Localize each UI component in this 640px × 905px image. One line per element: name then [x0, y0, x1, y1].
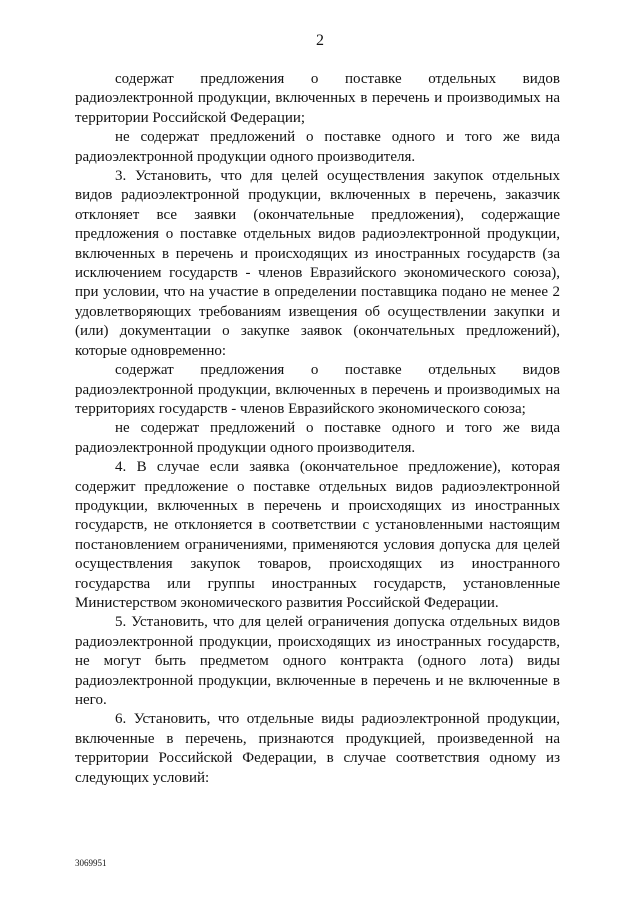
page-number: 2 [316, 32, 324, 49]
paragraph: содержат предложения о поставке отдельных видов радиоэлектронной продукции, включенных в перечень и производимых на территории Российской Федерации; [75, 71, 560, 126]
paragraph: 6. Установить, что отдельные виды радиоэлектронной продукции, включенные в перечень, признаются продукцией, произведенной на территории Российской Федерации, в случае соответствия одному из следующих условий: [75, 711, 560, 786]
paragraph: 5. Установить, что для целей ограничения допуска отдельных видов радиоэлектронной продукции, происходящих из иностранных государств, не могут быть предметом одного контракта (одного лота) виды радиоэлектронной продукции, включенные в перечень и не включенные в него. [75, 614, 560, 708]
document-body [75, 70, 560, 788]
paragraph: 4. В случае если заявка (окончательное предложение), которая содержит предложение о поставке отдельных видов радиоэлектронной продукции, включенных в перечень и происходящих из иностранных государств, не отклоняется в соответствии с установленными настоящим постановлением ограничениями, применяются условия допуска для целей осуществления закупок товаров, происходящих из иностранного государства или группы иностранных государств, установленные Министерством экономического развития Российской Федерации. [75, 459, 560, 611]
paragraph: не содержат предложений о поставке одного и того же вида радиоэлектронной продукции одного производителя. [75, 420, 560, 456]
paragraph: 3. Установить, что для целей осуществления закупок отдельных видов радиоэлектронной продукции, включенных в перечень, заказчик отклоняет все заявки (окончательные предложения), содержащие предложения о поставке отдельных видов радиоэлектронной продукции, включенных в перечень и происходящих из иностранных государств (за исключением государств - членов Евразийского экономического союза), при условии, что на участие в определении поставщика подано не менее 2 удовлетворяющих требованиям извещения об осуществлении закупки и (или) документации о закупке заявок (окончательных предложений), которые одновременно: [75, 168, 560, 359]
paragraph: не содержат предложений о поставке одного и того же вида радиоэлектронной продукции одного производителя. [75, 129, 560, 165]
paragraph: содержат предложения о поставке отдельных видов радиоэлектронной продукции, включенных в перечень и производимых на территориях государств - членов Евразийского экономического союза; [75, 362, 560, 417]
document-code: 3069951 [75, 858, 107, 868]
